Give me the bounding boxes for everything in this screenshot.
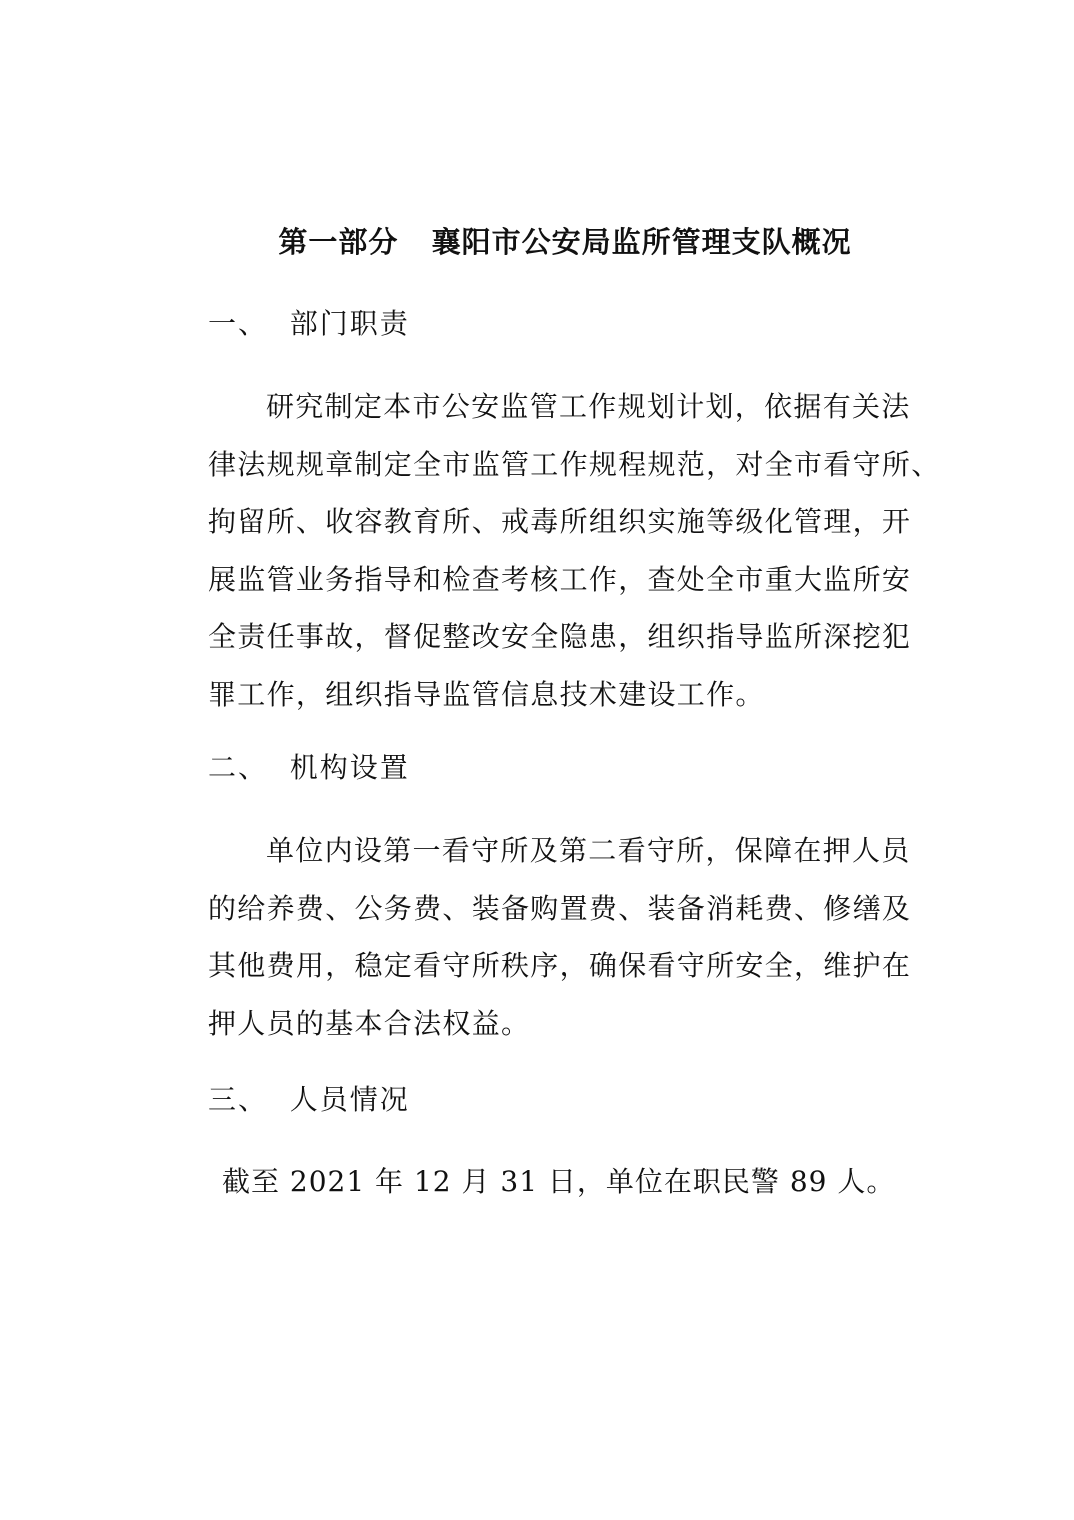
paragraph-line: 的给养费、公务费、装备购置费、装备消耗费、修缮及 — [208, 891, 912, 925]
section-paragraph-structure — [208, 822, 928, 1052]
paragraph-line: 罪工作，组织指导监管信息技术建设工作。 — [208, 677, 765, 711]
section-paragraph-duties — [208, 378, 941, 723]
paragraph-line: 全责任事故，督促整改安全隐患，组织指导监所深挖犯 — [208, 620, 912, 653]
page-title: 第一部分 襄阳市公安局监所管理支队概况 — [278, 225, 852, 259]
section-heading-staff: 三、 人员情况 — [208, 1083, 410, 1116]
section-heading-structure: 二、 机构设置 — [208, 751, 410, 784]
section-heading-duties: 一、 部门职责 — [208, 307, 410, 340]
paragraph-line: 其他费用，稳定看守所秩序，确保看守所安全，维护在 — [208, 949, 912, 982]
paragraph-line: 拘留所、收容教育所、戒毒所组织实施等级化管理，开 — [208, 505, 912, 538]
paragraph-line: 研究制定本市公安监管工作规划计划，依据有关法 — [266, 390, 911, 423]
paragraph-line: 单位内设第一看守所及第二看守所，保障在押人员 — [266, 834, 911, 867]
paragraph-line: 押人员的基本合法权益。 — [208, 1006, 531, 1040]
paragraph-line: 律法规规章制定全市监管工作规程规范，对全市看守所、 — [208, 447, 941, 481]
staff-count-statement: 截至 2021 年 12 月 31 日，单位在职民警 89 人。 — [222, 1165, 896, 1198]
paragraph-line: 展监管业务指导和检查考核工作，查处全市重大监所安 — [208, 562, 912, 596]
